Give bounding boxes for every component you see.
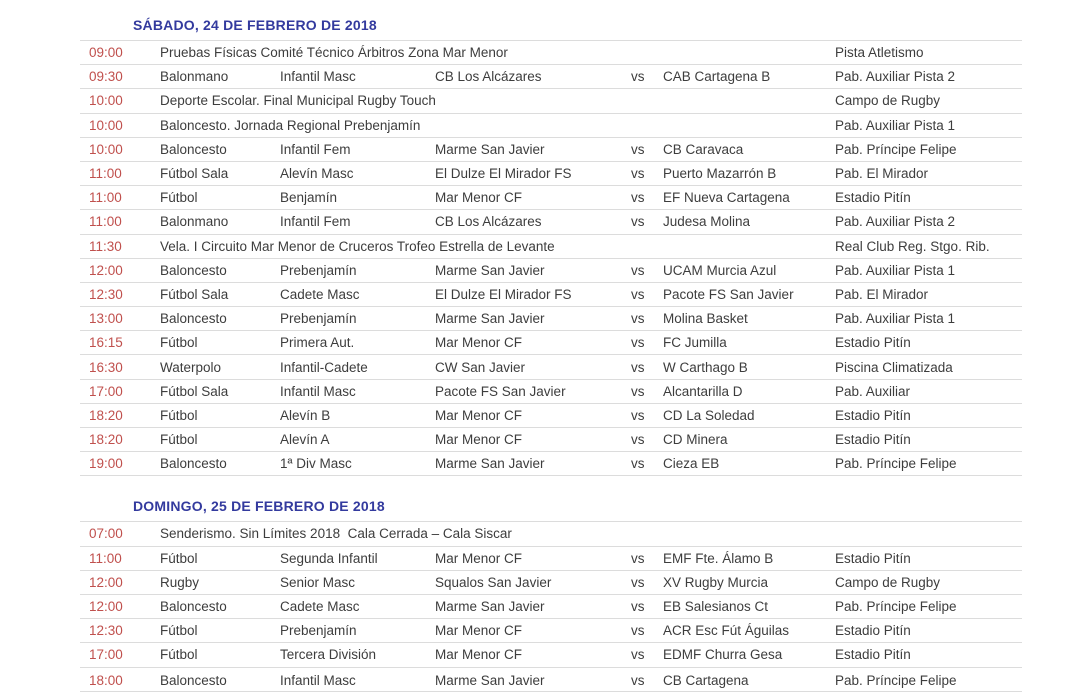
versus-label: vs: [631, 574, 645, 590]
versus-label: vs: [631, 214, 645, 230]
category-cell: Prebenjamín: [280, 262, 357, 278]
event-description-cell: Senderismo. Sin Límites 2018 Cala Cerrada – Cala Siscar: [160, 526, 512, 542]
match-row: [80, 619, 1022, 643]
venue-cell: Real Club Reg. Stgo. Rib.: [835, 238, 990, 254]
sport-cell: Fútbol: [160, 550, 198, 566]
home-team-cell: Mar Menor CF: [435, 550, 523, 566]
home-team-cell: Mar Menor CF: [435, 623, 523, 639]
versus-label: vs: [631, 599, 645, 615]
home-team-cell: CB Los Alcázares: [435, 69, 542, 85]
category-cell: Infantil-Cadete: [280, 359, 368, 375]
category-cell: Segunda Infantil: [280, 550, 378, 566]
away-team-cell: W Carthago B: [663, 359, 748, 375]
sport-cell: Fútbol: [160, 647, 198, 663]
time-cell: 12:00: [89, 599, 123, 615]
home-team-cell: El Dulze El Mirador FS: [435, 286, 572, 302]
away-team-cell: UCAM Murcia Azul: [663, 262, 777, 278]
home-team-cell: Mar Menor CF: [435, 190, 523, 206]
away-team-cell: Alcantarilla D: [663, 383, 743, 399]
venue-cell: Estadio Pitín: [835, 550, 911, 566]
category-cell: Tercera División: [280, 647, 377, 663]
versus-label: vs: [631, 335, 645, 351]
category-cell: Alevín A: [280, 432, 330, 448]
time-cell: 11:30: [89, 238, 122, 254]
away-team-cell: EB Salesianos Ct: [663, 599, 769, 615]
home-team-cell: Marme San Javier: [435, 599, 545, 615]
time-cell: 11:00: [89, 190, 122, 206]
home-team-cell: Mar Menor CF: [435, 407, 523, 423]
away-team-cell: EDMF Churra Gesa: [663, 647, 783, 663]
venue-cell: Pab. El Mirador: [835, 286, 929, 302]
event-row: [80, 235, 1022, 259]
match-row: [80, 380, 1022, 404]
away-team-cell: CB Caravaca: [663, 141, 744, 157]
home-team-cell: El Dulze El Mirador FS: [435, 166, 572, 182]
event-description-cell: Baloncesto. Jornada Regional Prebenjamín: [160, 117, 421, 133]
time-cell: 16:15: [89, 335, 123, 351]
category-cell: Primera Aut.: [280, 335, 355, 351]
category-cell: Infantil Fem: [280, 214, 351, 230]
away-team-cell: ACR Esc Fút Águilas: [663, 623, 790, 639]
versus-label: vs: [631, 407, 645, 423]
away-team-cell: CD Minera: [663, 432, 728, 448]
venue-cell: Estadio Pitín: [835, 623, 911, 639]
sport-cell: Balonmano: [160, 69, 229, 85]
home-team-cell: Squalos San Javier: [435, 574, 552, 590]
versus-label: vs: [631, 672, 645, 688]
home-team-cell: Mar Menor CF: [435, 647, 523, 663]
versus-label: vs: [631, 141, 645, 157]
away-team-cell: Judesa Molina: [663, 214, 751, 230]
category-cell: Infantil Masc: [280, 383, 356, 399]
sport-cell: Fútbol Sala: [160, 383, 229, 399]
versus-label: vs: [631, 311, 645, 327]
home-team-cell: Marme San Javier: [435, 456, 545, 472]
venue-cell: Pab. Auxiliar Pista 1: [835, 311, 956, 327]
time-cell: 18:20: [89, 432, 123, 448]
time-cell: 09:30: [89, 69, 123, 85]
event-row: [80, 41, 1022, 65]
home-team-cell: Marme San Javier: [435, 672, 545, 688]
away-team-cell: FC Jumilla: [663, 335, 727, 351]
venue-cell: Pab. Auxiliar Pista 2: [835, 214, 956, 230]
time-cell: 11:00: [89, 214, 122, 230]
away-team-cell: Cieza EB: [663, 456, 720, 472]
venue-cell: Pab. Príncipe Felipe: [835, 456, 957, 472]
sport-cell: Baloncesto: [160, 456, 227, 472]
match-row: [80, 571, 1022, 595]
away-team-cell: Molina Basket: [663, 311, 748, 327]
category-cell: Infantil Fem: [280, 141, 351, 157]
time-cell: 10:00: [89, 93, 123, 109]
home-team-cell: Pacote FS San Javier: [435, 383, 566, 399]
match-row: [80, 210, 1022, 234]
time-cell: 11:00: [89, 166, 122, 182]
venue-cell: Pab. El Mirador: [835, 166, 929, 182]
event-description-cell: Deporte Escolar. Final Municipal Rugby Touch: [160, 93, 436, 109]
venue-cell: Estadio Pitín: [835, 190, 911, 206]
sport-cell: Baloncesto: [160, 672, 227, 688]
time-cell: 10:00: [89, 141, 123, 157]
time-cell: 12:00: [89, 574, 123, 590]
versus-label: vs: [631, 166, 645, 182]
event-description-cell: Vela. I Circuito Mar Menor de Cruceros Trofeo Estrella de Levante: [160, 238, 555, 254]
match-row: [80, 452, 1022, 476]
venue-cell: Piscina Climatizada: [835, 359, 953, 375]
match-row: [80, 65, 1022, 89]
schedule-table: [80, 0, 1022, 692]
match-row: [80, 428, 1022, 452]
match-row: [80, 259, 1022, 283]
sport-cell: Waterpolo: [160, 359, 222, 375]
venue-cell: Estadio Pitín: [835, 335, 911, 351]
venue-cell: Pab. Auxiliar: [835, 383, 911, 399]
away-team-cell: Puerto Mazarrón B: [663, 166, 777, 182]
time-cell: 19:00: [89, 456, 123, 472]
home-team-cell: Mar Menor CF: [435, 432, 523, 448]
sport-cell: Baloncesto: [160, 311, 227, 327]
match-row: [80, 307, 1022, 331]
time-cell: 13:00: [89, 311, 123, 327]
venue-cell: Pista Atletismo: [835, 45, 924, 61]
time-cell: 07:00: [89, 526, 123, 542]
match-row: [80, 668, 1022, 692]
event-row: [80, 114, 1022, 138]
match-row: [80, 186, 1022, 210]
sport-cell: Fútbol: [160, 335, 198, 351]
category-cell: Benjamín: [280, 190, 338, 206]
time-cell: 18:00: [89, 672, 123, 688]
sport-cell: Fútbol: [160, 407, 198, 423]
home-team-cell: Marme San Javier: [435, 141, 545, 157]
venue-cell: Pab. Auxiliar Pista 2: [835, 69, 956, 85]
match-row: [80, 283, 1022, 307]
sport-cell: Fútbol: [160, 623, 198, 639]
versus-label: vs: [631, 383, 645, 399]
event-row: [80, 89, 1022, 113]
sport-cell: Balonmano: [160, 214, 229, 230]
match-row: [80, 355, 1022, 379]
sport-cell: Baloncesto: [160, 599, 227, 615]
sport-cell: Fútbol: [160, 432, 198, 448]
time-cell: 12:30: [89, 623, 123, 639]
away-team-cell: Pacote FS San Javier: [663, 286, 794, 302]
away-team-cell: EF Nueva Cartagena: [663, 190, 790, 206]
away-team-cell: CAB Cartagena B: [663, 69, 771, 85]
away-team-cell: EMF Fte. Álamo B: [663, 550, 774, 566]
home-team-cell: Marme San Javier: [435, 311, 545, 327]
category-cell: Alevín Masc: [280, 166, 354, 182]
sport-cell: Fútbol Sala: [160, 166, 229, 182]
venue-cell: Pab. Auxiliar Pista 1: [835, 262, 956, 278]
venue-cell: Pab. Príncipe Felipe: [835, 672, 957, 688]
time-cell: 16:30: [89, 359, 123, 375]
time-cell: 17:00: [89, 647, 123, 663]
match-row: [80, 595, 1022, 619]
time-cell: 10:00: [89, 117, 123, 133]
venue-cell: Estadio Pitín: [835, 647, 911, 663]
venue-cell: Campo de Rugby: [835, 93, 941, 109]
versus-label: vs: [631, 432, 645, 448]
venue-cell: Pab. Príncipe Felipe: [835, 141, 957, 157]
venue-cell: Estadio Pitín: [835, 432, 911, 448]
home-team-cell: CW San Javier: [435, 359, 526, 375]
time-cell: 18:20: [89, 407, 123, 423]
venue-cell: Pab. Príncipe Felipe: [835, 599, 957, 615]
venue-cell: Pab. Auxiliar Pista 1: [835, 117, 956, 133]
match-row: [80, 643, 1022, 667]
home-team-cell: Marme San Javier: [435, 262, 545, 278]
match-row: [80, 162, 1022, 186]
category-cell: Prebenjamín: [280, 311, 357, 327]
category-cell: 1ª Div Masc: [280, 456, 352, 472]
versus-label: vs: [631, 359, 645, 375]
time-cell: 12:30: [89, 286, 123, 302]
match-row: [80, 404, 1022, 428]
time-cell: 12:00: [89, 262, 123, 278]
time-cell: 11:00: [89, 550, 122, 566]
away-team-cell: XV Rugby Murcia: [663, 574, 769, 590]
versus-label: vs: [631, 647, 645, 663]
category-cell: Prebenjamín: [280, 623, 357, 639]
versus-label: vs: [631, 456, 645, 472]
sport-cell: Rugby: [160, 574, 200, 590]
category-cell: Cadete Masc: [280, 286, 360, 302]
event-description-cell: Pruebas Físicas Comité Técnico Árbitros Zona Mar Menor: [160, 45, 508, 61]
home-team-cell: CB Los Alcázares: [435, 214, 542, 230]
venue-cell: Estadio Pitín: [835, 407, 911, 423]
sport-cell: Baloncesto: [160, 141, 227, 157]
category-cell: Alevín B: [280, 407, 331, 423]
category-cell: Infantil Masc: [280, 672, 356, 688]
match-row: [80, 547, 1022, 571]
sport-cell: Fútbol: [160, 190, 198, 206]
time-cell: 17:00: [89, 383, 123, 399]
section-title: DOMINGO, 25 DE FEBRERO DE 2018: [80, 476, 1022, 522]
category-cell: Cadete Masc: [280, 599, 360, 615]
section-title: SÁBADO, 24 DE FEBRERO DE 2018: [80, 10, 1022, 41]
category-cell: Infantil Masc: [280, 69, 356, 85]
match-row: [80, 138, 1022, 162]
versus-label: vs: [631, 190, 645, 206]
time-cell: 09:00: [89, 45, 123, 61]
sport-cell: Baloncesto: [160, 262, 227, 278]
versus-label: vs: [631, 286, 645, 302]
versus-label: vs: [631, 262, 645, 278]
match-row: [80, 331, 1022, 355]
sport-cell: Fútbol Sala: [160, 286, 229, 302]
venue-cell: Campo de Rugby: [835, 574, 941, 590]
event-row: [80, 522, 1022, 546]
versus-label: vs: [631, 623, 645, 639]
category-cell: Senior Masc: [280, 574, 356, 590]
versus-label: vs: [631, 69, 645, 85]
away-team-cell: CD La Soledad: [663, 407, 755, 423]
versus-label: vs: [631, 550, 645, 566]
away-team-cell: CB Cartagena: [663, 672, 749, 688]
home-team-cell: Mar Menor CF: [435, 335, 523, 351]
